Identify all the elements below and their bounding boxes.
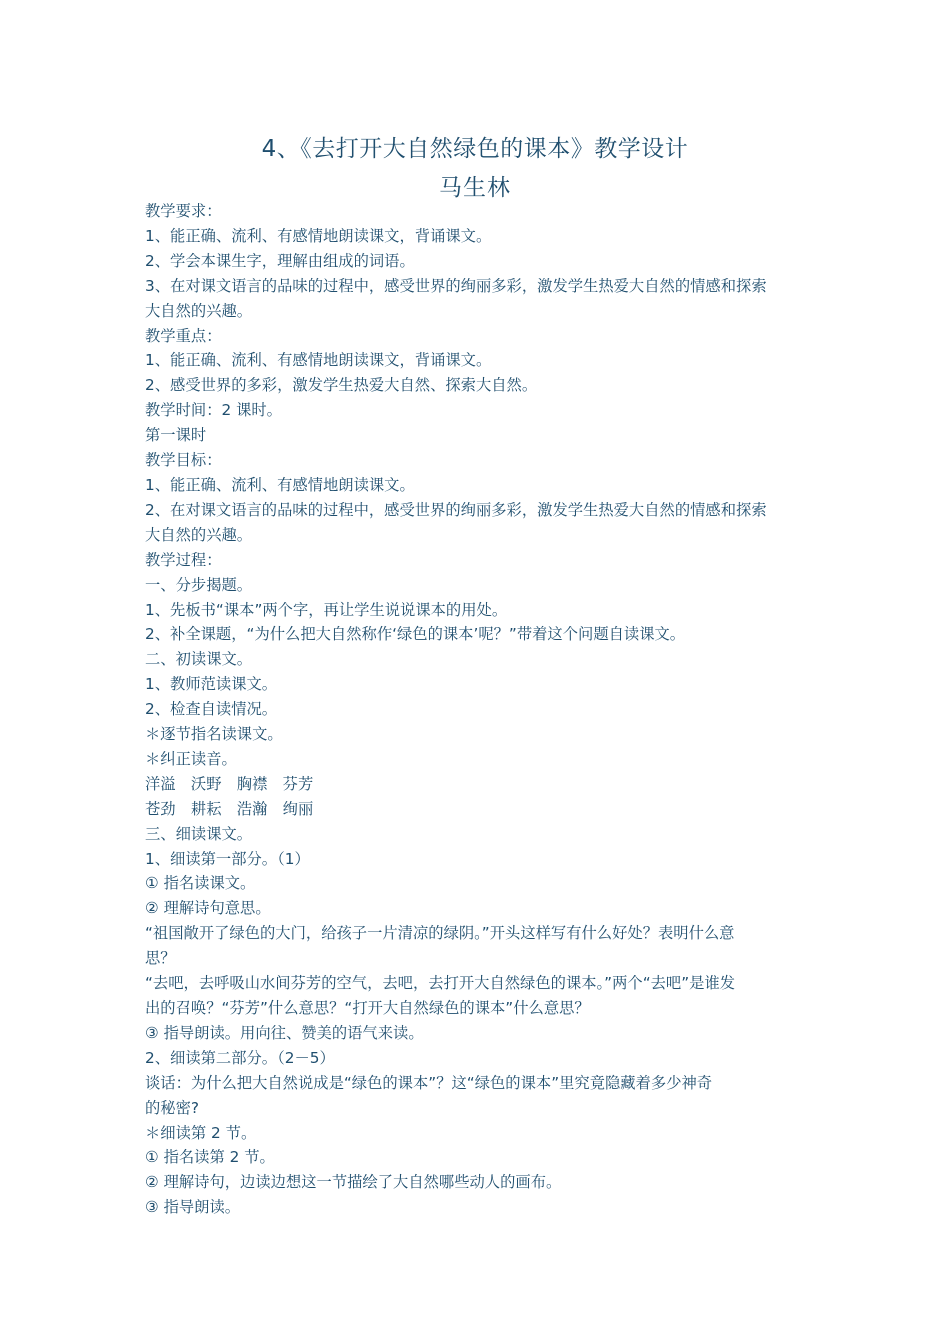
text-line: 2、感受世界的多彩，激发学生热爱大自然、探索大自然。	[145, 376, 538, 395]
text-line: 大自然的兴趣。	[145, 525, 253, 544]
text-line: 大自然的兴趣。	[145, 301, 253, 320]
text-line: 教学过程：	[145, 550, 222, 569]
text-line: “去吧，去呼吸山水间芬芳的空气，去吧，去打开大自然绿色的课本。”两个“去吧”是谁发	[145, 974, 736, 993]
text-line: ① 指名读课文。	[145, 874, 256, 893]
text-line: ③ 指导朗读。	[145, 1198, 241, 1217]
text-line: 一、分步揭题。	[145, 575, 253, 594]
text-line: 教学目标：	[145, 451, 222, 470]
text-line: 教学要求：	[145, 202, 222, 220]
text-line: 苍劲 耕耘 浩瀚 绚丽	[145, 799, 314, 818]
text-line: 1、能正确、流利、有感情地朗读课文。	[145, 475, 415, 494]
text-line: 教学时间：2 课时。	[145, 401, 282, 420]
text-line: 1、细读第一部分。（1）	[145, 849, 310, 868]
text-line: 2、学会本课生字，理解由组成的词语。	[145, 251, 415, 270]
document-author: 马生林	[439, 175, 511, 201]
text-line: 1、教师范读课文。	[145, 675, 278, 694]
text-line: 1、能正确、流利、有感情地朗读课文，背诵课文。	[145, 351, 492, 370]
text-line: 三、细读课文。	[145, 824, 253, 843]
text-line: 3、在对课文语言的品味的过程中，感受世界的绚丽多彩，激发学生热爱大自然的情感和探索	[145, 276, 767, 295]
text-line: ③ 指导朗读。用向往、赞美的语气来读。	[145, 1023, 424, 1042]
text-line: 的秘密?	[145, 1098, 200, 1117]
text-line: 2、在对课文语言的品味的过程中，感受世界的绚丽多彩，激发学生热爱大自然的情感和探索	[145, 500, 767, 519]
text-line: 第一课时	[145, 426, 207, 445]
text-line: ＊细读第 2 节。	[145, 1123, 257, 1142]
text-line: 洋溢 沃野 胸襟 芬芳	[145, 774, 314, 793]
text-line: 1、先板书“课本”两个字，再让学生说说课本的用处。	[145, 600, 508, 619]
text-line: ② 理解诗句，边读边想这一节描绘了大自然哪些动人的画布。	[145, 1173, 562, 1192]
text-line: 教学重点：	[145, 326, 222, 345]
text-line: ① 指名读第 2 节。	[145, 1148, 275, 1167]
text-line: “祖国敞开了绿色的大门，给孩子一片清凉的绿阴。”开头这样写有什么好处？表明什么意	[145, 924, 735, 943]
text-line: 思？	[145, 949, 176, 968]
document-title: 4、《去打开大自然绿色的课本》教学设计	[261, 136, 689, 162]
text-line: 二、初读课文。	[145, 650, 253, 669]
text-line: 2、补全课题，“为什么把大自然称作‘绿色的课本’呢？”带着这个问题自读课文。	[145, 625, 686, 644]
text-line: 谈话：为什么把大自然说成是“绿色的课本”？这“绿色的课本”里究竟隐藏着多少神奇	[145, 1073, 713, 1092]
text-line: ＊逐节指名读课文。	[145, 725, 283, 744]
document-body	[145, 199, 815, 1220]
text-line: ② 理解诗句意思。	[145, 899, 271, 918]
text-line: 出的召唤？“芬芳”什么意思？“打开大自然绿色的课本”什么意思？	[145, 999, 590, 1017]
text-line: 2、细读第二部分。（2－5）	[145, 1048, 335, 1067]
text-line: 2、检查自读情况。	[145, 700, 278, 719]
text-line: ＊纠正读音。	[145, 749, 237, 768]
text-line: 1、能正确、流利、有感情地朗读课文，背诵课文。	[145, 226, 492, 245]
